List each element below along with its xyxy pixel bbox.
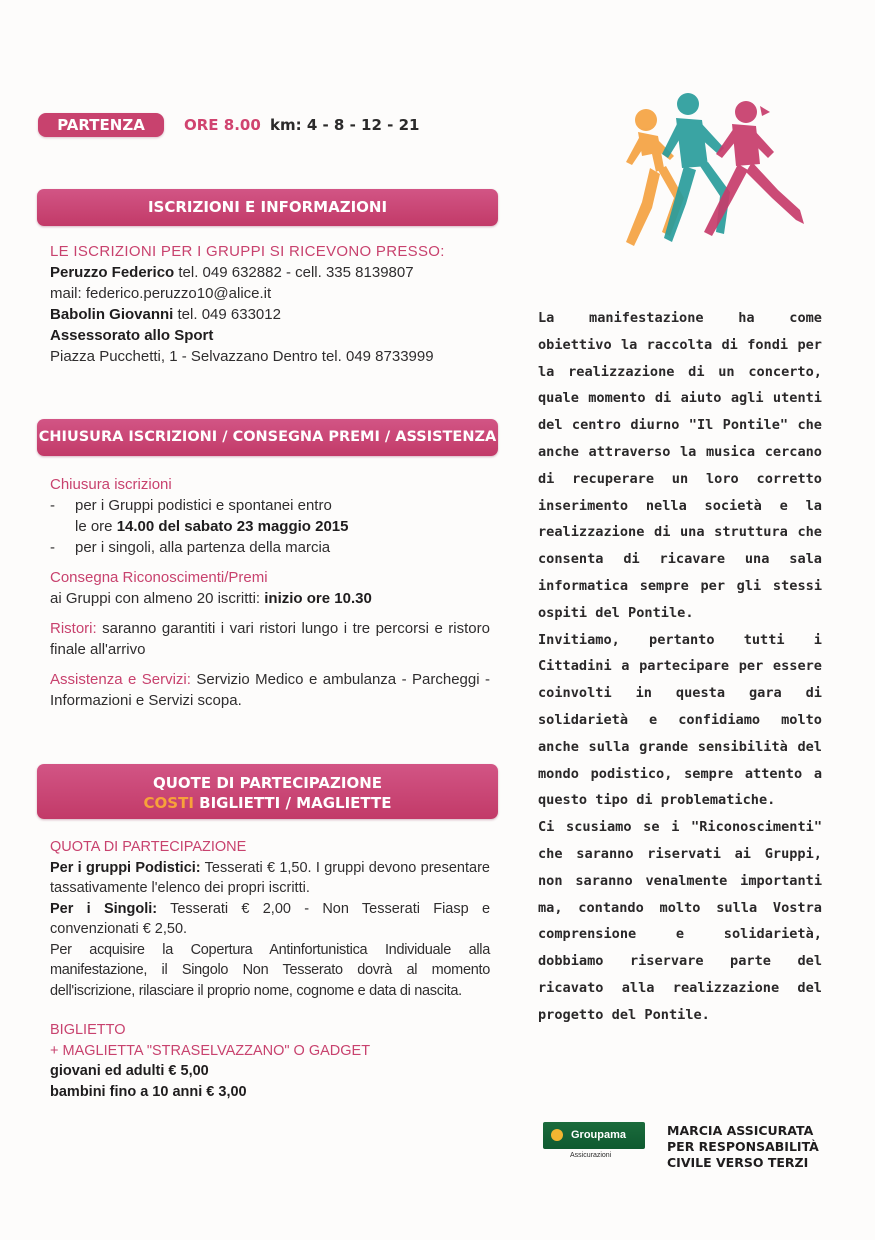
description-paragraph: Invitiamo, pertanto tutti i Cittadini a partecipare per essere coinvolti in questa gara di solidarietà e confidiamo molto anche sulla grande sensibilità del mondo podistico, sempre attento a questo tipo di problematiche. <box>538 631 822 809</box>
quota-title: QUOTA DI PARTECIPAZIONE <box>50 839 247 855</box>
quote-block <box>50 837 490 1102</box>
contact-mail: mail: federico.peruzzo10@alice.it <box>50 285 272 302</box>
prizes-text: ai Gruppi con almeno 20 iscritti: inizio ore 10.30 <box>50 590 372 607</box>
assistenza-text: Assistenza e Servizi: Servizio Medico e ambulanza - Parcheggi - Informazioni e Servizi scopa. <box>50 671 490 709</box>
office-address: Piazza Pucchetti, 1 - Selvazzano Dentro tel. 049 8733999 <box>50 348 434 365</box>
chiusura-header: CHIUSURA ISCRIZIONI / CONSEGNA PREMI / ASSISTENZA <box>37 419 498 456</box>
contact-peruzzo <box>50 262 490 283</box>
prizes-title: Consegna Riconoscimenti/Premi <box>50 569 268 586</box>
list-item: - per i Gruppi podistici e spontanei entro le ore 14.00 del sabato 23 maggio 2015 <box>50 497 349 535</box>
list-item: - per i singoli, alla partenza della marcia <box>50 539 331 556</box>
contact-phone: tel. 049 633012 <box>173 306 281 323</box>
podistici-text: Per i gruppi Podistici: Tesserati € 1,50. I gruppi devono presentare tassativamente l'elenco dei propri iscritti. <box>50 859 490 896</box>
distances: km: 4 - 8 - 12 - 21 <box>270 116 420 134</box>
runners-illustration <box>612 92 812 262</box>
groupama-leaf-icon <box>551 1129 563 1141</box>
contact-phones: tel. 049 632882 - cell. 335 8139807 <box>174 264 414 281</box>
groupama-logo-text: Groupama <box>571 1129 627 1141</box>
description-paragraph: Ci scusiamo se i "Riconoscimenti" che saranno riservati ai Gruppi, non saranno venalmente importanti ma, contando molto sulla Vostra comprensione e solidarietà, dobbiamo riservare parte del ricavato alla realizzazione del progetto del Pontile. <box>538 819 822 1023</box>
chiusura-block <box>50 474 490 711</box>
contact-name: Peruzzo Federico <box>50 264 175 281</box>
description-paragraph: La manifestazione ha come obiettivo la raccolta di fondi per la realizzazione di un concerto, quale momento di aiuto agli utenti del centro diurno "Il Pontile" che anche attraverso la musica cercano di recuperare un loro corretto inserimento nella società e la realizzazione di una struttura che consenta di ricavare una sala informatica sempre per gli stessi ospiti del Pontile. <box>538 310 822 621</box>
iscrizioni-block <box>50 241 490 367</box>
singoli-text: Per i Singoli: Tesserati € 2,00 - Non Tesserati Fiasp e convenzionati € 2,50. <box>50 900 491 937</box>
ristori-text: Ristori: saranno garantiti i vari ristori lungo i tre percorsi e ristoro finale all'arrivo <box>50 620 490 658</box>
insurance-statement: MARCIA ASSICURATA PER RESPONSABILITÀ CIVILE VERSO TERZI <box>667 1123 819 1170</box>
biglietto-title: BIGLIETTO <box>50 1022 126 1038</box>
start-time: ORE 8.00 <box>184 116 261 134</box>
event-description <box>538 305 822 1029</box>
groupama-subtitle: Assicurazioni <box>570 1152 612 1159</box>
office-name: Assessorato allo Sport <box>50 327 214 344</box>
quote-header: QUOTE DI PARTECIPAZIONE COSTI BIGLIETTI / MAGLIETTE <box>37 764 498 819</box>
price-adults: giovani ed adulti € 5,00 <box>50 1063 209 1079</box>
contact-name: Babolin Giovanni <box>50 306 174 323</box>
iscrizioni-intro: LE ISCRIZIONI PER I GRUPPI SI RICEVONO PRESSO: <box>50 243 445 260</box>
contact-babolin <box>50 304 490 325</box>
iscrizioni-header: ISCRIZIONI E INFORMAZIONI <box>37 189 498 226</box>
partenza-badge: PARTENZA <box>38 113 164 137</box>
insurance-note: Per acquisire la Copertura Antinfortunistica Individuale alla manifestazione, il Singolo Non Tesserato dovrà al momento dell'iscrizione, rilasciare il proprio nome, cognome e data di nascita. <box>50 941 490 999</box>
maglietta-title: + MAGLIETTA "STRASELVAZZANO" O GADGET <box>50 1042 371 1059</box>
closing-title: Chiusura iscrizioni <box>50 476 172 493</box>
price-children: bambini fino a 10 anni € 3,00 <box>50 1083 247 1100</box>
groupama-logo <box>543 1122 645 1149</box>
